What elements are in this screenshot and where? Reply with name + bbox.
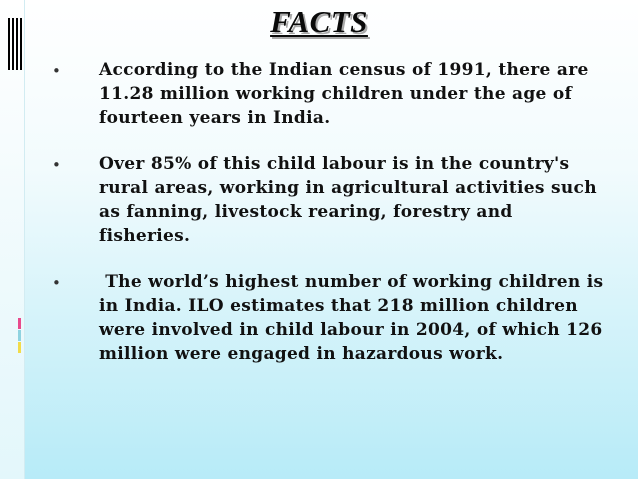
accent-block-pink bbox=[18, 318, 21, 329]
accent-block-cyan bbox=[18, 330, 21, 341]
left-edge-line bbox=[24, 0, 25, 479]
facts-bullet-list bbox=[40, 58, 610, 388]
bullet-item-ilo bbox=[40, 270, 610, 366]
left-decorative-strip bbox=[0, 0, 24, 479]
bullet-text-rural: Over 85% of this child labour is in the country's rural areas, working in agricultural activities such as fanning, livestock rearing, forestry and fisheries. bbox=[99, 154, 597, 246]
bullet-item-census bbox=[40, 58, 610, 130]
bullet-item-rural bbox=[40, 152, 610, 248]
bullet-dot-icon: • bbox=[52, 62, 62, 80]
accent-block-yellow bbox=[18, 342, 21, 353]
bullet-text-ilo: The world’s highest number of working children is in India. ILO estimates that 218 million children were involved in child labour in 2004, of which 126 million were engaged in hazardous work. bbox=[99, 272, 610, 364]
bullet-dot-icon: • bbox=[52, 274, 62, 292]
bullet-text-census: According to the Indian census of 1991, there are 11.28 million working children under the age of fourteen years in India. bbox=[99, 60, 589, 128]
bullet-dot-icon: • bbox=[52, 156, 62, 174]
slide-title: FACTS bbox=[270, 4, 368, 39]
